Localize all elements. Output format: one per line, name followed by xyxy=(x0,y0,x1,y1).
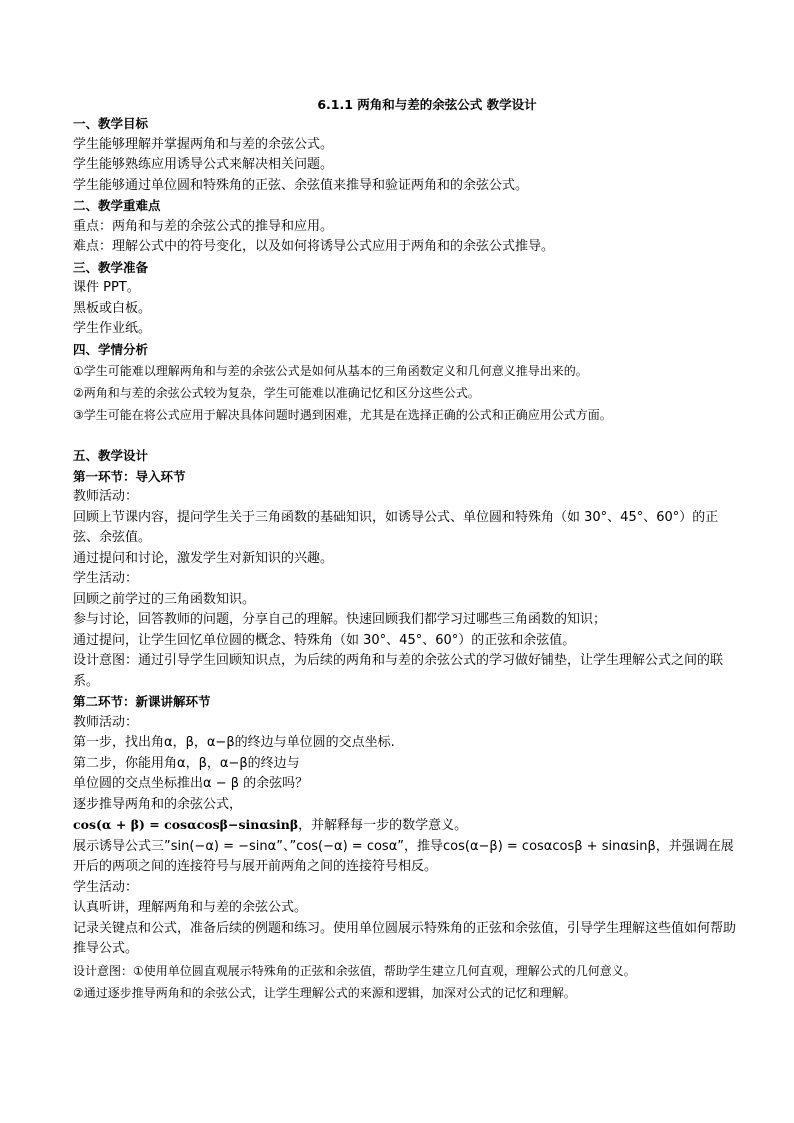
teacher-activity-item: 第二步，你能用角α，β，α−β的终边与 xyxy=(73,755,300,771)
section-heading-key-points: 二、教学重难点 xyxy=(73,198,161,213)
teacher-activity-label: 教师活动： xyxy=(73,714,139,730)
blank-line xyxy=(73,426,741,446)
formula-explanation: ，并解释每一步的数学意义。 xyxy=(298,818,468,833)
student-activity-label: 学生活动： xyxy=(73,571,139,586)
teacher-activity-label: 教师活动： xyxy=(73,489,139,504)
teacher-activity-item: 第一步，找出角α，β，α−β的终边与单位圆的交点坐标. xyxy=(73,735,395,750)
goal-item: 学生能够通过单位圆和特殊角的正弦、余弦值来推导和验证两角和的余弦公式。 xyxy=(73,177,529,193)
key-point-item: 重点：两角和与差的余弦公式的推导和应用。 xyxy=(73,218,334,234)
goal-item: 学生能够熟练应用诱导公式来解决相关问题。 xyxy=(73,157,334,172)
analysis-item: ②两角和与差的余弦公式较为复杂，学生可能难以准确记忆和区分这些公式。 xyxy=(73,386,480,400)
section-heading-analysis: 四、学情分析 xyxy=(73,341,149,357)
document-page xyxy=(73,96,741,1004)
cosine-sum-formula: cos(α + β) = cosαcosβ−sinαsinβ xyxy=(73,817,299,832)
difficult-point-item: 难点：理解公式中的符号变化，以及如何将诱导公式应用于两角和的余弦公式推导。 xyxy=(73,239,555,254)
student-activity-item: 通过提问，让学生回忆单位圆的概念、特殊角（如 30°、45°、60°）的正弦和余弦值。 xyxy=(73,632,576,648)
student-activity-item: 记录关键点和公式，准备后续的例题和练习。使用单位圆展示特殊角的正弦和余弦值，引导学生理解这些值如何帮助推导公式。 xyxy=(73,920,737,956)
preparation-item: 黑板或白板。 xyxy=(73,300,152,316)
design-intent: 设计意图：①使用单位圆直观展示特殊角的正弦和余弦值，帮助学生建立几何直观，理解公式的几何意义。 xyxy=(73,963,636,978)
student-activity-label: 学生活动： xyxy=(73,879,139,895)
teacher-activity-item: 回顾上节课内容，提问学生关于三角函数的基础知识，如诱导公式、单位圆和特殊角（如 30°、45°、60°）的正弦、余弦值。 xyxy=(73,509,719,545)
section-heading-goals: 一、教学目标 xyxy=(73,116,149,131)
design-intent: 设计意图：通过引导学生回顾知识点，为后续的两角和与差的余弦公式的学习做好铺垫，让学生理解公式之间的联系。 xyxy=(73,653,724,689)
step2-heading: 第二环节：新课讲解环节 xyxy=(73,694,211,709)
design-intent: ②通过逐步推导两角和的余弦公式，让学生理解公式的来源和逻辑，加深对公式的记忆和理解。 xyxy=(73,985,576,1000)
teacher-activity-item: 通过提问和讨论，激发学生对新知识的兴趣。 xyxy=(73,550,334,566)
student-activity-item: 回顾之前学过的三角函数知识。 xyxy=(73,591,256,607)
preparation-item: 学生作业纸。 xyxy=(73,321,152,336)
step1-heading: 第一环节：导入环节 xyxy=(73,468,186,484)
analysis-item: ③学生可能在将公式应用于解决具体问题时遇到困难，尤其是在选择正确的公式和正确应用公式方面。 xyxy=(73,408,612,422)
student-activity-item: 认真听讲，理解两角和与差的余弦公式。 xyxy=(73,900,308,915)
teacher-activity-item: 单位圆的交点坐标推出α − β 的余弦吗？ xyxy=(73,776,309,791)
analysis-item: ①学生可能难以理解两角和与差的余弦公式是如何从基本的三角函数定义和几何意义推导出来的。 xyxy=(73,364,588,378)
section-heading-preparation: 三、教学准备 xyxy=(73,259,149,275)
section-heading-design: 五、教学设计 xyxy=(73,448,149,463)
student-activity-item: 参与讨论，回答教师的问题，分享自己的理解。快速回顾我们都学习过哪些三角函数的知识； xyxy=(73,612,607,627)
formula-line xyxy=(73,815,741,837)
goal-item: 学生能够理解并掌握两角和与差的余弦公式。 xyxy=(73,136,334,152)
teacher-activity-item: 逐步推导两角和的余弦公式， xyxy=(73,796,243,812)
document-title: 6.1.1 两角和与差的余弦公式 教学设计 xyxy=(317,97,537,112)
preparation-item: 课件 PPT。 xyxy=(73,280,140,295)
induction-formula-line: 展示诱导公式三”sin(−α) = −sinα”、”cos(−α) = cosα”，推导cos(α−β) = cosαcosβ + sinαsinβ，并强调在展开后的两项之间的连接符号与展开前两角之间的连接符号相反。 xyxy=(73,838,734,874)
